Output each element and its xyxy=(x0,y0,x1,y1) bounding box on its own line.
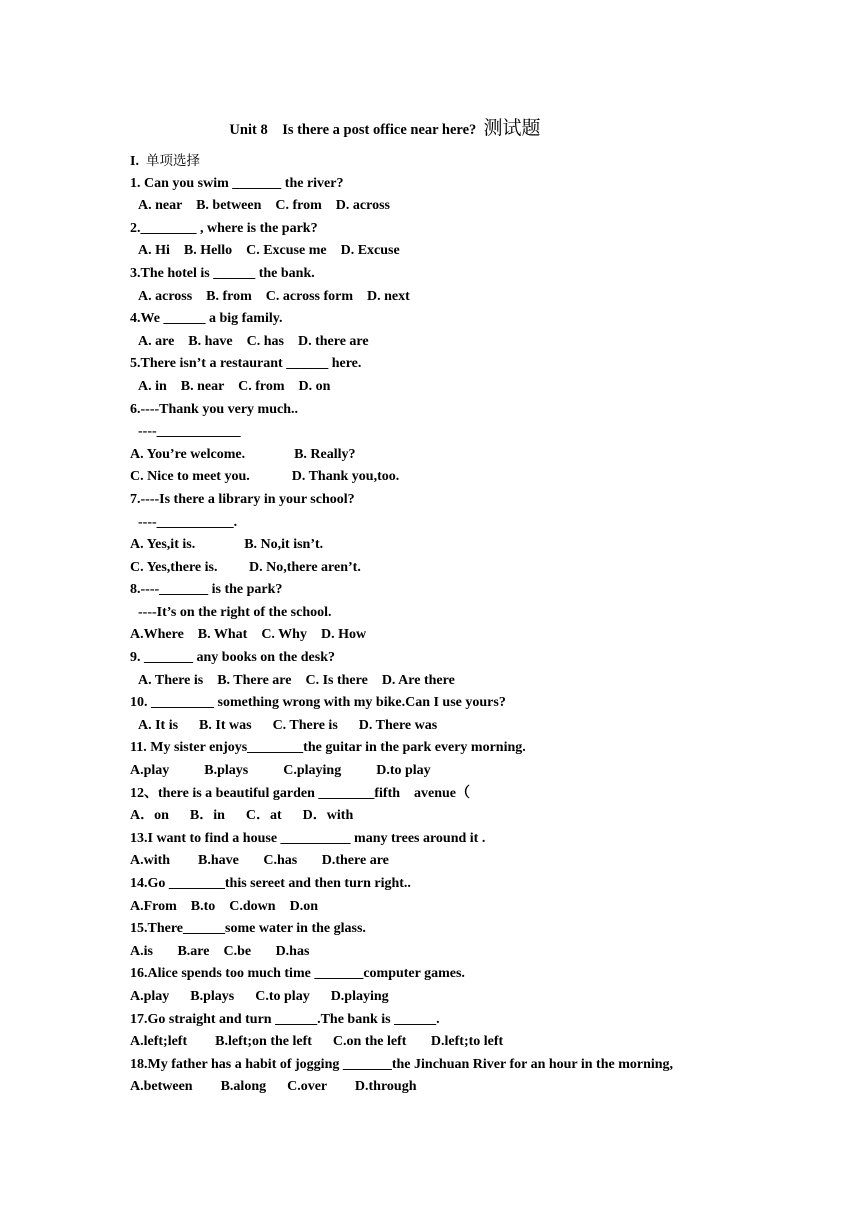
section-heading xyxy=(130,150,770,173)
question-line: 5.There isn’t a restaurant ______ here. xyxy=(130,356,362,372)
question-line: 4.We ______ a big family. xyxy=(130,311,283,327)
question-line: A.play B.plays C.to play D.playing xyxy=(130,988,389,1004)
question-line: C. Nice to meet you. D. Thank you,too. xyxy=(130,469,400,485)
section-title: 单项选择 xyxy=(145,153,200,169)
dialogue-line: ----____________ xyxy=(138,424,241,440)
question-line: 18.My father has a habit of jogging _______the Jinchuan River for an hour in the morning, xyxy=(130,1056,674,1072)
question-line: A. Yes,it is. B. No,it isn’t. xyxy=(130,537,324,553)
question-line: 7.----Is there a library in your school? xyxy=(130,491,355,507)
question-line: A.is B.are C.be D.has xyxy=(130,943,310,959)
question-line: 13.I want to find a house __________ many trees around it . xyxy=(130,830,486,846)
answer-options: A. across B. from C. across form D. next xyxy=(138,288,410,304)
title-chinese: 测试题 xyxy=(483,117,541,139)
question-line: 11. My sister enjoys________the guitar in the park every morning. xyxy=(130,740,526,756)
question-line: 14.Go ________this sereet and then turn right.. xyxy=(130,876,411,891)
answer-options: A. in B. near C. from D. on xyxy=(138,378,331,394)
question-lines xyxy=(130,173,770,1099)
question-line: 9. _______ any books on the desk? xyxy=(130,650,335,666)
question-line: 1. Can you swim _______ the river? xyxy=(130,175,344,191)
answer-options: A. There is B. There are C. Is there D. Are there xyxy=(138,672,455,688)
question-line: 16.Alice spends too much time _______computer games. xyxy=(130,966,465,982)
question-line: A.play B.plays C.playing D.to play xyxy=(130,763,431,779)
question-line: 8.----_______ is the park? xyxy=(130,582,283,598)
question-line: 3.The hotel is ______ the bank. xyxy=(130,265,315,281)
question-line: A.Where B. What C. Why D. How xyxy=(130,627,367,643)
question-line: 17.Go straight and turn ______.The bank is ______. xyxy=(130,1011,440,1027)
page-title xyxy=(0,113,770,140)
question-line: 15.There______some water in the glass. xyxy=(130,921,366,937)
question-list xyxy=(130,150,770,1099)
section-number: I. xyxy=(130,154,146,169)
question-line: A.left;left B.left;on the left C.on the left D.left;to left xyxy=(130,1034,504,1050)
question-line: A.From B.to C.down D.on xyxy=(130,898,318,914)
dialogue-line: ----It’s on the right of the school. xyxy=(138,604,332,620)
answer-options: A. near B. between C. from D. across xyxy=(138,198,390,214)
question-line: A.between B.along C.over D.through xyxy=(130,1079,417,1095)
question-line: 12、there is a beautiful garden ________fifth avenue（ xyxy=(130,785,471,801)
question-line: 2.________ , where is the park? xyxy=(130,220,318,236)
answer-options: A. It is B. It was C. There is D. There was xyxy=(138,717,438,733)
question-line: C. Yes,there is. D. No,there aren’t. xyxy=(130,559,361,575)
question-line: A. You’re welcome. B. Really? xyxy=(130,446,356,462)
question-line: 6.----Thank you very much.. xyxy=(130,401,299,417)
question-line: A．on B．in C．at D．with xyxy=(130,808,354,824)
dialogue-line: ----___________. xyxy=(138,514,238,530)
answer-options: A. Hi B. Hello C. Excuse me D. Excuse xyxy=(138,243,400,259)
question-line: A.with B.have C.has D.there are xyxy=(130,853,389,869)
answer-options: A. are B. have C. has D. there are xyxy=(138,333,369,349)
question-line: 10. _________ something wrong with my bike.Can I use yours? xyxy=(130,695,506,711)
title-english: Unit 8 Is there a post office near here? xyxy=(229,122,484,138)
